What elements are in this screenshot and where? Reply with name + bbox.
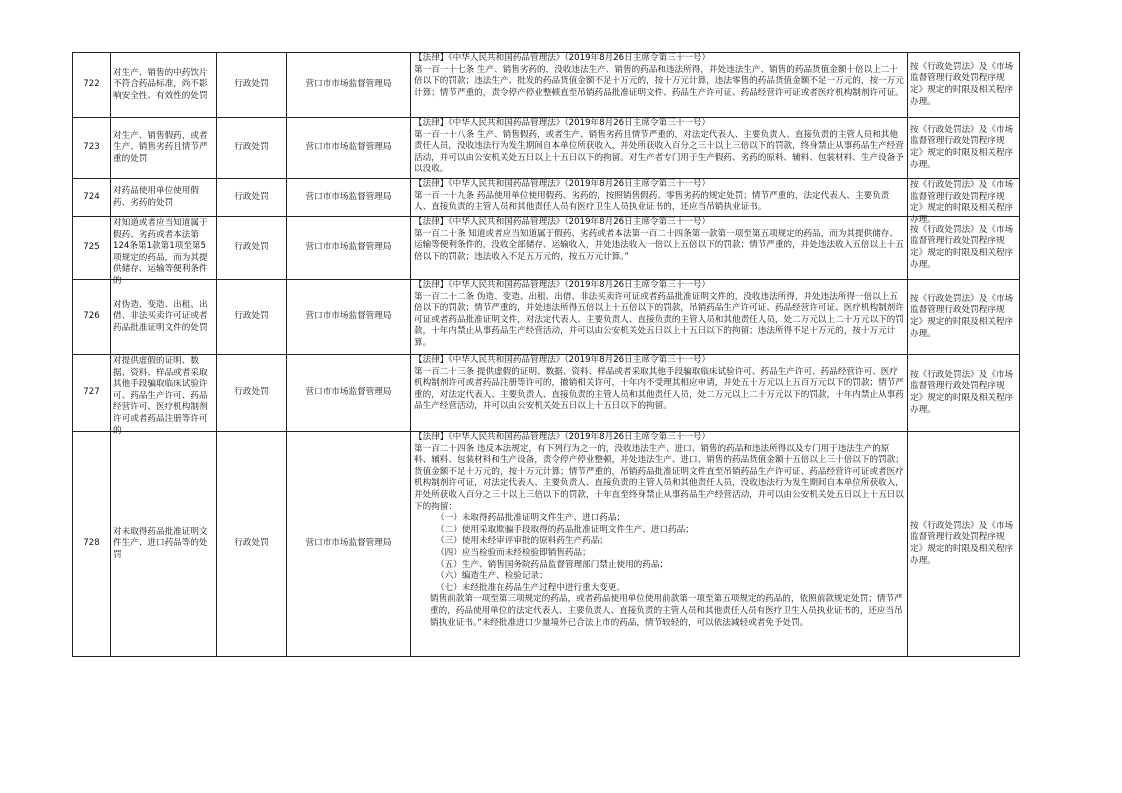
item-name xyxy=(111,53,217,118)
table-row xyxy=(73,179,1020,217)
item-name-text: 对提供虚假的证明、数据、资料、样品或者采取其他手段骗取临床试验许可、药品生产许可、药品经营许可、医疗机构制剂许可或者药品注册等许可的 xyxy=(113,356,208,436)
department: 营口市市场监督管理局 xyxy=(287,179,411,217)
procedure-note xyxy=(908,179,1020,225)
item-name-text: 对药品使用单位使用假药、劣药的处罚 xyxy=(113,185,199,208)
item-name xyxy=(111,217,217,286)
department: 营口市市场监督管理局 xyxy=(287,217,411,280)
item-name-text: 对伪造、变造、出租、出借、非法买卖许可证或者药品批准证明文件的处罚 xyxy=(113,299,208,333)
clause-item: （一）未取得药品批准证明文件生产、进口药品； xyxy=(436,513,626,524)
power-type: 行政处罚 xyxy=(217,118,287,179)
procedure-note: 按《行政处罚法》及《市场监督管理行政处罚程序规定》规定的时限及相关程序办理。 xyxy=(908,53,1020,118)
clause-item: （七）未经批准在药品生产过程中进行重大变更。 xyxy=(436,582,626,593)
law-title: 【法律】《中华人民共和国药品管理法》（2019年8月26日主席令第三十一号） xyxy=(414,280,711,290)
department: 营口市市场监督管理局 xyxy=(287,355,411,432)
article-text: 第一百一十九条 药品使用单位使用假药、劣药的，按照销售假药、零售劣药的规定处罚；情节严重的，法定代表人、主要负责人、直接负责的主管人员和其他责任人员有医疗卫生人员执业证书的，还应当吊销执业证书。 xyxy=(414,190,890,213)
power-type: 行政处罚 xyxy=(217,355,287,432)
procedure-note: 按《行政处罚法》及《市场监督管理行政处罚程序规定》规定的时限及相关程序办理。 xyxy=(908,432,1020,657)
row-number: 727 xyxy=(73,355,111,432)
penalty-table xyxy=(72,52,1020,657)
row-number: 723 xyxy=(73,118,111,179)
procedure-note: 按《行政处罚法》及《市场监督管理行政处罚程序规定》规定的时限及相关程序办理。 xyxy=(908,355,1020,432)
department: 营口市市场监督管理局 xyxy=(287,280,411,355)
document-sheet xyxy=(72,52,1020,657)
legal-basis xyxy=(411,355,908,432)
article-text: 第一百二十二条 伪造、变造、出租、出借、非法买卖许可证或者药品批准证明文件的，没收违法所得，并处违法所得一倍以上五倍以下的罚款；情节严重的，并处违法所得五倍以上十五倍以下的罚款，吊销药品生产许可证、药品经营许可证、医疗机构制剂许可证或者药品批准证明文件，对法定代表人、主要负责人、直接负责的主管人员和其他责任人员，处二万元以上二十万元以下的罚款，十年内禁止从事药品生产经营活动，并可以由公安机关处五日以上十五日以下的拘留；违法所得不足十万元的，按十万元计算。 xyxy=(414,291,904,348)
law-title: 【法律】《中华人民共和国药品管理法》（2019年8月26日主席令第三十一号） xyxy=(414,118,711,128)
clause-item: （二）使用采取欺骗手段取得的药品批准证明文件生产、进口药品； xyxy=(436,524,694,535)
power-type: 行政处罚 xyxy=(217,53,287,118)
table-row xyxy=(73,217,1020,280)
power-type: 行政处罚 xyxy=(217,280,287,355)
table-row xyxy=(73,53,1020,118)
power-type: 行政处罚 xyxy=(217,179,287,217)
table-row xyxy=(73,280,1020,355)
power-type: 行政处罚 xyxy=(217,432,287,657)
law-title: 【法律】《中华人民共和国药品管理法》（2019年8月26日主席令第三十一号） xyxy=(414,179,711,189)
procedure-note-text: 按《行政处罚法》及《市场监督管理行政处罚程序规定》规定的时限及相关程序办理。 xyxy=(910,180,1014,225)
department: 营口市市场监督管理局 xyxy=(287,118,411,179)
row-number: 725 xyxy=(73,217,111,280)
power-type: 行政处罚 xyxy=(217,217,287,280)
item-name-text: 对生产、销售假药，或者生产、销售劣药且情节严重的处罚 xyxy=(113,130,208,164)
article-text: 第一百二十四条 违反本法规定，有下列行为之一的，没收违法生产、进口、销售的药品和违法所得以及专门用于违法生产的原料、辅料、包装材料和生产设备，责令停产停业整顿，并处违法生产、进口、销售的药品货值金额十五倍以上三十倍以下的罚款；货值金额不足十万元的，按十万元计算；情节严重的，吊销药品批准证明文件直至吊销药品生产许可证、药品经营许可证或者医疗机构制剂许可证，对法定代表人、主要负责人、直接负责的主管人员和其他责任人员，没收违法行为发生期间自本单位所获收入，并处所获收入百分之三十以上三倍以下的罚款，十年直至终身禁止从事药品生产经营活动，并可以由公安机关处五日以上十五日以下的拘留： xyxy=(414,443,904,512)
clause-item: （五）生产、销售国务院药品监督管理部门禁止使用的药品； xyxy=(436,559,669,570)
item-name: 对未取得药品批准证明文件生产、进口药品等的处罚 xyxy=(111,432,217,657)
procedure-note: 按《行政处罚法》及《市场监督管理行政处罚程序规定》规定的时限及相关程序办理。 xyxy=(908,118,1020,179)
legal-basis xyxy=(411,53,908,118)
department: 营口市市场监督管理局 xyxy=(287,432,411,657)
item-name xyxy=(111,355,217,436)
clause-item: （四）应当检验而未经检验即销售药品； xyxy=(436,547,591,558)
row-number: 726 xyxy=(73,280,111,355)
item-name xyxy=(111,280,217,355)
legal-basis xyxy=(411,179,908,217)
procedure-note: 按《行政处罚法》及《市场监督管理行政处罚程序规定》规定的时限及相关程序办理。 xyxy=(908,280,1020,355)
table-row xyxy=(73,432,1020,657)
item-name-text: 对生产、销售的中药饮片不符合药品标准，尚不影响安全性、有效性的处罚 xyxy=(113,67,208,101)
row-number: 722 xyxy=(73,53,111,118)
law-title: 【法律】《中华人民共和国药品管理法》（2019年8月26日主席令第三十一号） xyxy=(414,217,711,227)
item-name xyxy=(111,179,217,217)
row-number: 724 xyxy=(73,179,111,217)
procedure-note: 按《行政处罚法》及《市场监督管理行政处罚程序规定》规定的时限及相关程序办理。 xyxy=(908,217,1020,280)
article-text: 第一百一十七条 生产、销售劣药的，没收违法生产、销售的药品和违法所得，并处违法生产、销售的药品货值金额十倍以上二十倍以下的罚款；违法生产、批发的药品货值金额不足十万元的，按十万元计算，违法零售的药品货值金额不足一万元的，按一万元计算；情节严重的，责令停产停业整顿直至吊销药品批准证明文件、药品生产许可证、药品经营许可证或者医疗机构制剂许可证。 xyxy=(414,64,904,98)
law-title: 【法律】《中华人民共和国药品管理法》（2019年8月26日主席令第三十一号） xyxy=(414,53,711,63)
article-text: 第一百二十三条 提供虚假的证明、数据、资料、样品或者采取其他手段骗取临床试验许可、药品生产许可、药品经营许可、医疗机构制剂许可或者药品注册等许可的，撤销相关许可，十年内不受理其相应申请，并处五十万元以上五百万元以下的罚款；情节严重的，对法定代表人、主要负责人、直接负责的主管人员和其他责任人员，处二万元以上二十万元以下的罚款，十年内禁止从事药品生产经营活动，并可以由公安机关处五日以上十五日以下的拘留。 xyxy=(414,366,904,412)
legal-basis xyxy=(411,432,908,657)
legal-basis xyxy=(411,280,908,355)
article-text: 第一百一十八条 生产、销售假药，或者生产、销售劣药且情节严重的，对法定代表人、主要负责人、直接负责的主管人员和其他责任人员，没收违法行为发生期间自本单位所获收入，并处所获收入百分之三十以上三倍以下的罚款，终身禁止从事药品生产经营活动，并可以由公安机关处五日以上十五日以下的拘留。对生产者专门用于生产假药、劣药的原料、辅料、包装材料、生产设备予以没收。 xyxy=(414,129,904,175)
table-row xyxy=(73,118,1020,179)
clause-item: （六）编造生产、检验记录； xyxy=(436,571,548,582)
law-title: 【法律】《中华人民共和国药品管理法》（2019年8月26日主席令第三十一号） xyxy=(414,432,711,442)
item-name-text: 对知道或者应当知道属于假药、劣药或者本法第124条第1款第1项至第5项规定的药品，而为其提供储存、运输等便利条件的 xyxy=(113,218,208,286)
article-text: 第一百二十条 知道或者应当知道属于假药、劣药或者本法第一百二十四条第一款第一项至第五项规定的药品，而为其提供储存、运输等便利条件的，没收全部储存、运输收入，并处违法收入一倍以上五倍以下的罚款；情节严重的，并处违法收入五倍以上十五倍以下的罚款；违法收入不足五万元的，按五万元计算。” xyxy=(414,228,904,262)
department: 营口市市场监督管理局 xyxy=(287,53,411,118)
legal-basis xyxy=(411,217,908,280)
row-number: 728 xyxy=(73,432,111,657)
legal-basis xyxy=(411,118,908,179)
article-tail: 销售前款第一项至第三项规定的药品，或者药品使用单位使用前款第一项至第五项规定的药品的，依照前款规定处罚；情节严重的，药品使用单位的法定代表人、主要负责人、直接负责的主管人员和其他责任人员有医疗卫生人员执业证书的，还应当吊销执业证书。”未经批准进口少量境外已合法上市的药品，情节较轻的，可以依法减轻或者免予处罚。 xyxy=(430,594,903,628)
table-row xyxy=(73,355,1020,432)
item-name xyxy=(111,118,217,179)
law-title: 【法律】《中华人民共和国药品管理法》（2019年8月26日主席令第三十一号） xyxy=(414,355,711,365)
clause-item: （三）使用未经审评审批的原料药生产药品； xyxy=(436,536,608,547)
